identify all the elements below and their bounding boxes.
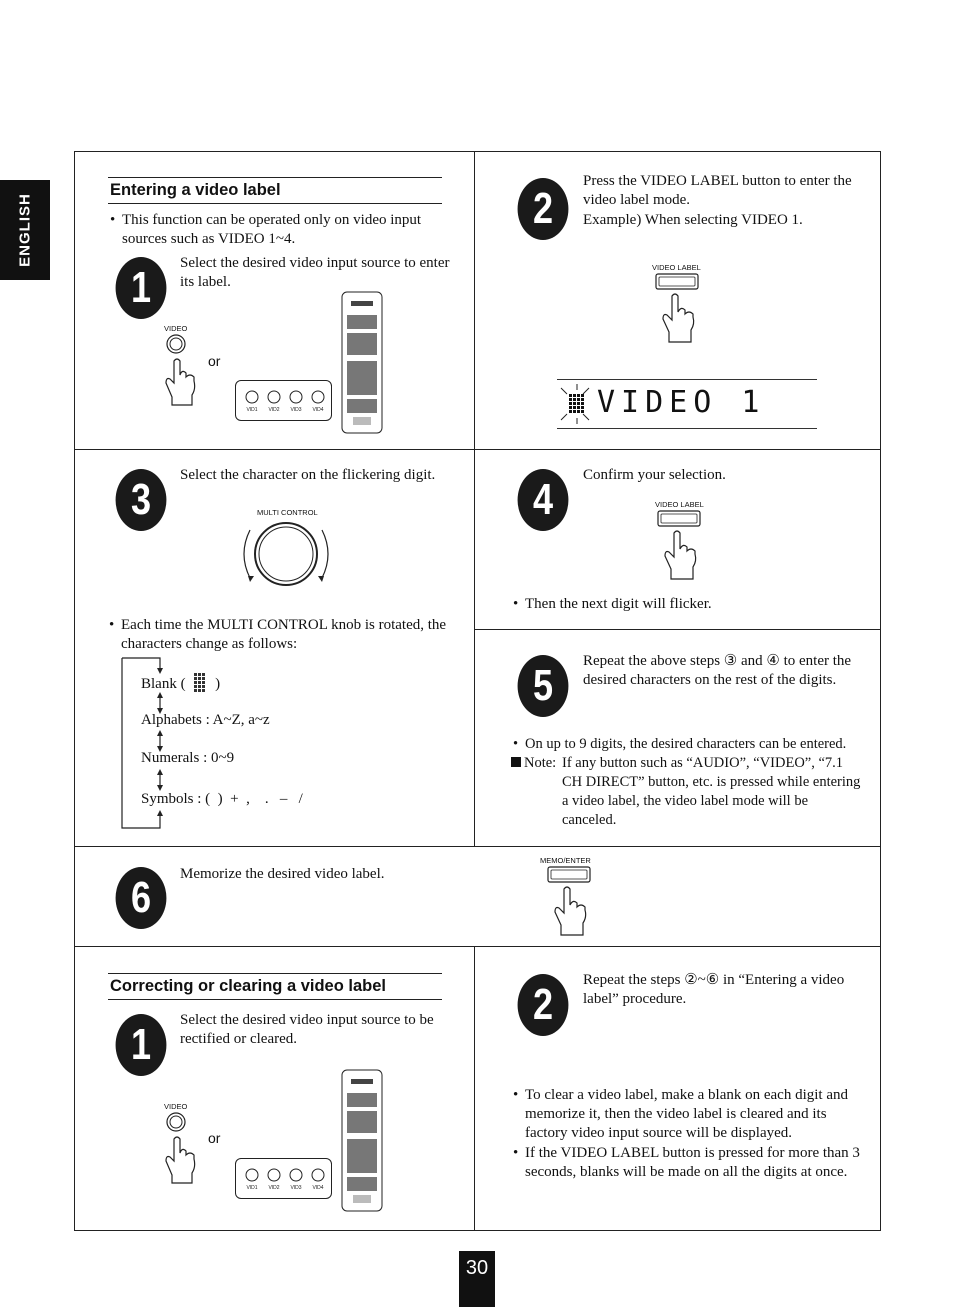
- multi-control-label: MULTI CONTROL: [257, 508, 318, 517]
- remote-btn-label: VID2: [268, 407, 280, 413]
- video-button-label: VIDEO: [164, 324, 188, 333]
- cycle-alphabets: Alphabets : A~Z, a~z: [141, 712, 270, 728]
- correct-step1-text: Select the desired video input source to be rectified or cleared.: [180, 1012, 434, 1047]
- hand-press-video-label-icon: [656, 509, 702, 581]
- step5-text: Repeat the above steps ③ and ④ to enter the desired characters on the rest of the digits.: [583, 653, 852, 688]
- step5-note: Note:: [511, 754, 871, 773]
- hand-press-video-icon: [160, 1111, 200, 1186]
- video-source-buttons-panel: [235, 380, 332, 421]
- cycle-symbols: Symbols : ( ) + , . – /: [141, 791, 303, 807]
- remote-btn-label: VID3: [290, 407, 302, 413]
- blank-char-icon: [189, 672, 211, 694]
- divider: [74, 846, 881, 847]
- step2-example: Example) When selecting VIDEO 1.: [583, 212, 803, 228]
- step-number-2: 2: [518, 974, 569, 1036]
- section-heading-entering: Entering a video label: [108, 177, 442, 204]
- step5-note-text: If any button such as “AUDIO”, “VIDEO”, “7.1 CH DIRECT” button, etc. is pressed while entering a video label, the video label mode will be canceled.: [562, 755, 861, 828]
- remote-btn-label: VID1: [246, 1185, 258, 1191]
- remote-btn-label: VID4: [312, 1185, 324, 1191]
- step3-text: Select the character on the flickering digit.: [180, 467, 436, 483]
- cycle-numerals: Numerals : 0~9: [141, 750, 235, 766]
- note-marker-icon: [511, 757, 521, 767]
- step4-text: Confirm your selection.: [583, 467, 726, 483]
- hand-press-video-label-icon: [654, 272, 700, 344]
- remote-btn-label: VID2: [268, 1185, 280, 1191]
- divider: [474, 151, 475, 846]
- or-label: or: [208, 353, 221, 369]
- divider: [74, 449, 881, 450]
- section-heading-correcting: Correcting or clearing a video label: [108, 973, 442, 1000]
- correct-bullet: • To clear a video label, make a blank on each digit and memorize it, then the video label is cleared and its factory video input source will be displayed.: [511, 1086, 871, 1143]
- source-buttons-icon: [236, 381, 333, 422]
- correct-step2-text: Repeat the steps ②~⑥ in “Entering a video label” procedure.: [583, 972, 845, 1007]
- memo-enter-button-label: MEMO/ENTER: [540, 856, 591, 865]
- source-buttons-icon: [236, 1159, 333, 1200]
- display-example: [557, 379, 817, 429]
- step-number-5: 5: [518, 655, 569, 717]
- language-tab: ENGLISH: [0, 180, 50, 280]
- cycle-blank: Blank ( ): [141, 672, 220, 694]
- step-number-6: 6: [116, 867, 167, 929]
- page-number: 30: [459, 1251, 495, 1307]
- hand-press-memo-enter-icon: [546, 865, 592, 937]
- divider: [74, 946, 881, 947]
- video-label-button-label: VIDEO LABEL: [652, 263, 701, 272]
- video-label-button-label: VIDEO LABEL: [655, 500, 704, 509]
- divider: [474, 946, 475, 1231]
- step-number-2: 2: [518, 178, 569, 240]
- step-number-1: 1: [116, 257, 167, 319]
- remote-btn-label: VID3: [290, 1185, 302, 1191]
- display-text: VIDEO 1: [597, 385, 766, 420]
- step4-bullet: • Then the next digit will flicker.: [511, 595, 861, 614]
- flicker-cursor-icon: [557, 380, 593, 428]
- step2-text: Press the VIDEO LABEL button to enter the video label mode.: [583, 173, 852, 208]
- divider: [474, 629, 881, 630]
- step5-bullet: • On up to 9 digits, the desired characters can be entered.: [511, 735, 871, 754]
- remote-control-icon: [341, 1069, 383, 1213]
- or-label: or: [208, 1130, 221, 1146]
- step6-text: Memorize the desired video label.: [180, 866, 385, 882]
- hand-press-video-icon: [160, 333, 200, 408]
- step3-bullet: • Each time the MULTI CONTROL knob is rotated, the characters change as follows:: [107, 616, 457, 654]
- intro-bullet: • This function can be operated only on video input sources such as VIDEO 1~4.: [108, 211, 453, 249]
- correct-bullet: • If the VIDEO LABEL button is pressed for more than 3 seconds, blanks will be made on all the digits at once.: [511, 1144, 871, 1182]
- step-number-1: 1: [116, 1014, 167, 1076]
- remote-btn-label: VID1: [246, 407, 258, 413]
- step-number-3: 3: [116, 469, 167, 531]
- remote-btn-label: VID4: [312, 407, 324, 413]
- video-button-label: VIDEO: [164, 1102, 188, 1111]
- video-source-buttons-panel: [235, 1158, 332, 1199]
- step-number-4: 4: [518, 469, 569, 531]
- step1-text: Select the desired video input source to enter its label.: [180, 255, 450, 290]
- multi-control-knob-icon: [236, 518, 334, 590]
- remote-control-icon: [341, 291, 383, 435]
